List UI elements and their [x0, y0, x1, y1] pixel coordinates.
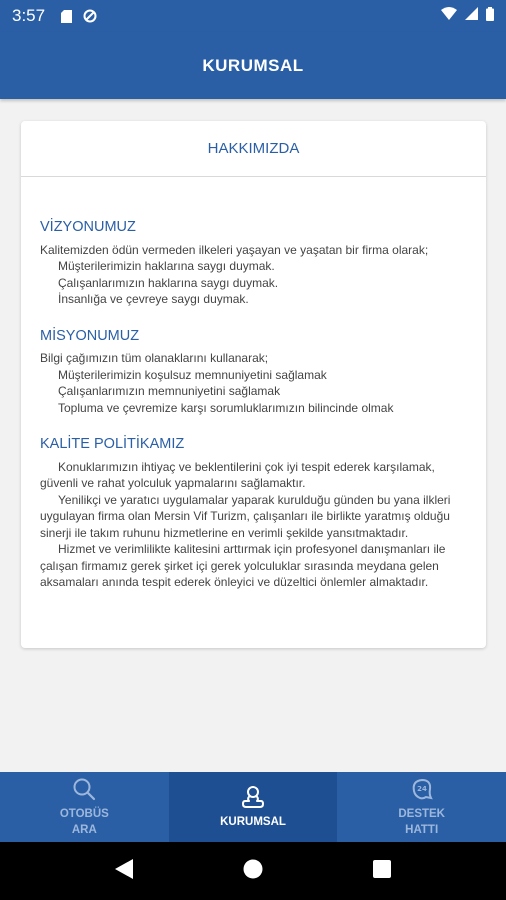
signal-icon	[465, 7, 478, 25]
vision-intro: Kalitemizden ödün vermeden ilkeleri yaşayan ve yaşatan bir firma olarak;	[40, 242, 429, 257]
quality-section	[40, 436, 468, 591]
mission-intro: Bilgi çağımızın tüm olanaklarını kullanarak;	[40, 351, 269, 365]
mission-item: Çalışanlarımızın memnuniyetini sağlamak	[58, 384, 281, 398]
quality-paragraph: Yenilikçi ve yaratıcı uygulamalar yaparak kurulduğu günden bu yana ilkleri uygulayan firma olan Mersin Vif Turizm, çalışanları ile birlikte yaratmış olduğu sinerji ile takım ruhunu hizmetlerine en verimli şekilde yansıtmaktadır.	[40, 492, 451, 540]
mission-section	[40, 328, 468, 417]
status-icons	[441, 7, 494, 26]
quality-paragraph: Hizmet ve verimlilikte kalitesini arttırmak için profesyonel danışmanları ile çalışan firmamız gerek şirket içi gerek yolculuklar sırasında meydana gelen aksamaları anında tespit ederek önleyici ve düzeltici önlemler almaktadır.	[40, 542, 446, 589]
nav-support-line[interactable]	[337, 772, 506, 842]
status-time: 3:57	[12, 6, 46, 25]
recents-button[interactable]	[373, 860, 391, 883]
system-nav-bar	[0, 842, 506, 900]
quality-title: KALİTE POLİTİKAMIZ	[40, 436, 185, 452]
nav-label: DESTEK HATTI	[398, 808, 445, 836]
user-icon	[240, 784, 266, 810]
wifi-icon	[441, 7, 457, 25]
bottom-nav	[0, 772, 506, 842]
app-bar	[0, 32, 506, 99]
page-title: KURUMSAL	[202, 55, 304, 75]
nav-label: OTOBÜS ARA	[59, 808, 109, 836]
vision-section	[40, 219, 468, 308]
vision-item: Müşterilerimizin haklarına saygı duymak.	[58, 259, 275, 273]
svg-text:24: 24	[416, 785, 427, 793]
about-card	[21, 121, 486, 648]
search-icon	[71, 776, 97, 802]
home-button[interactable]	[243, 859, 263, 884]
vision-title: VİZYONUMUZ	[40, 219, 136, 235]
status-bar	[0, 0, 506, 32]
nav-label: KURUMSAL	[220, 816, 286, 828]
sd-card-icon	[59, 9, 73, 23]
card-title: HAKKIMIZDA	[207, 140, 300, 157]
card-header	[21, 121, 486, 177]
data-saver-icon	[83, 9, 97, 23]
card-body	[21, 177, 486, 591]
vision-item: İnsanlığa ve çevreye saygı duymak.	[58, 292, 249, 306]
mission-item: Topluma ve çevremize karşı sorumluklarımızın bilincinde olmak	[58, 400, 394, 415]
vision-item: Çalışanlarımızın haklarına saygı duymak.	[58, 275, 279, 290]
mission-item: Müşterilerimizin koşulsuz memnuniyetini sağlamak	[58, 367, 327, 382]
mission-title: MİSYONUMUZ	[40, 327, 140, 344]
quality-paragraph: Konuklarımızın ihtiyaç ve beklentilerini çok iyi tespit ederek karşılamak, güvenli ve rahat yolculuk yapmalarını sağlamaktır.	[40, 459, 435, 490]
nav-bus-search[interactable]	[0, 772, 169, 842]
battery-icon	[486, 7, 494, 26]
support-icon	[409, 776, 435, 802]
nav-corporate[interactable]	[169, 772, 338, 842]
back-button[interactable]	[115, 859, 133, 884]
